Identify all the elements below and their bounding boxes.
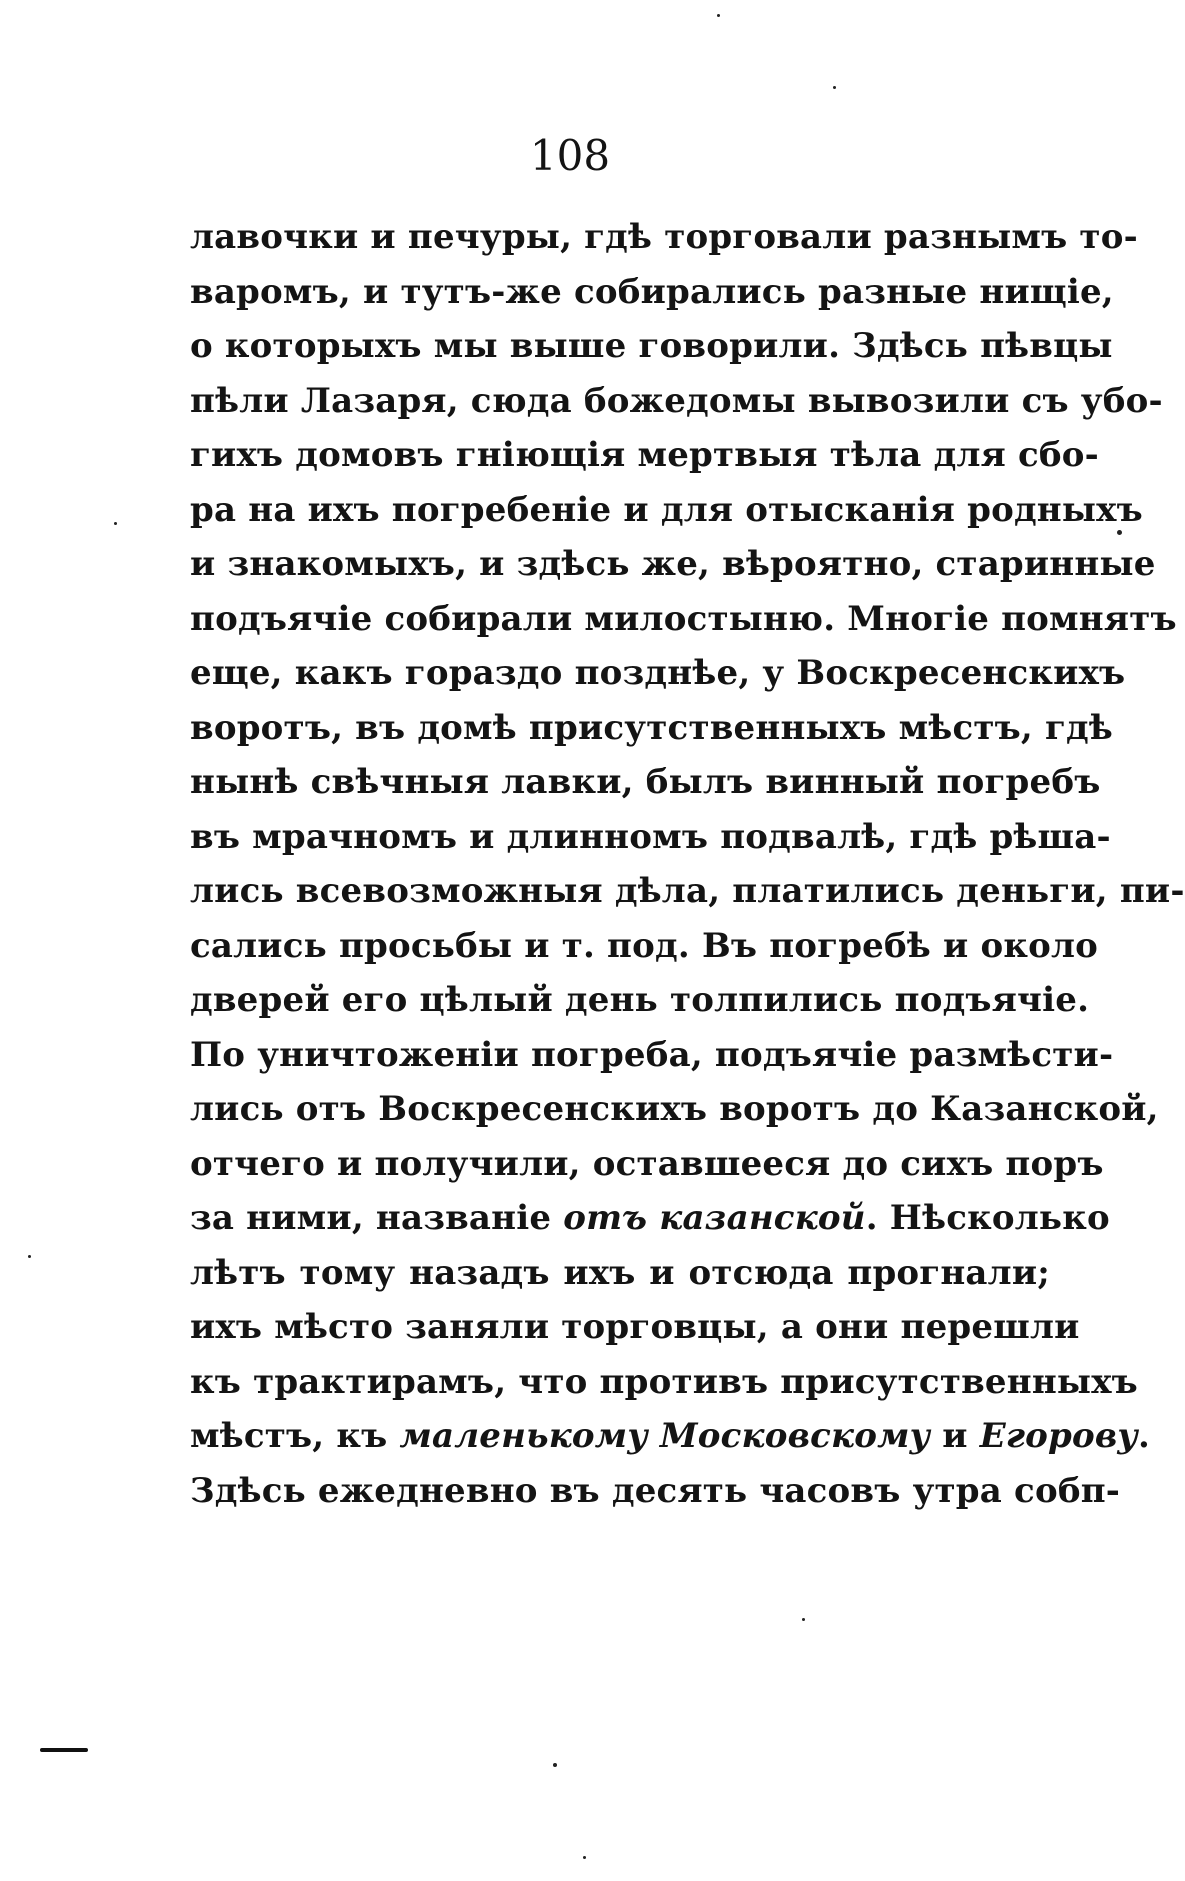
text-line [190, 1137, 1104, 1192]
text-line [190, 210, 1138, 265]
text-line [190, 919, 1099, 974]
text-segment: воротъ, въ домѣ присутственныхъ мѣстъ, гдѣ [190, 707, 1113, 748]
text-segment: ра на ихъ погребеніе и для отысканія родныхъ [190, 489, 1143, 530]
text-line [190, 810, 1111, 865]
body-text [190, 210, 1185, 1518]
text-line [190, 755, 1101, 810]
text-line [190, 646, 1126, 701]
page-number: 108 [529, 131, 611, 180]
text-segment: лись всевозможныя дѣла, платились деньги, пи- [190, 871, 1185, 911]
text-line [190, 537, 1156, 592]
scan-speck [833, 86, 836, 89]
text-segment: варомъ, и тутъ-же собирались разные нищіе, [190, 271, 1114, 312]
text-segment: отчего и получили, оставшееся до сихъ поръ [190, 1143, 1104, 1184]
text-segment: лавочки и печуры, гдѣ торговали разнымъ то- [190, 217, 1138, 257]
text-line [190, 483, 1143, 538]
text-segment: къ трактирамъ, что противъ присутственныхъ [190, 1361, 1138, 1402]
text-line [190, 374, 1163, 429]
text-line [190, 1028, 1114, 1083]
text-segment: дверей его цѣлый день толпились подъячіе. [190, 980, 1090, 1020]
text-segment: еще, какъ гораздо позднѣе, у Воскресенскихъ [190, 653, 1126, 693]
scan-speck [28, 1255, 31, 1258]
italic-segment: маленькому Московскому [399, 1416, 931, 1456]
text-segment: ихъ мѣсто заняли торговцы, а они перешли [190, 1307, 1080, 1347]
text-line [190, 592, 1177, 647]
margin-mark [40, 1748, 88, 1752]
text-segment: мѣстъ, къ [190, 1416, 400, 1456]
text-line [190, 1082, 1159, 1137]
text-segment: и [930, 1416, 980, 1456]
text-segment: въ мрачномъ и длинномъ подвалѣ, гдѣ рѣша- [190, 816, 1111, 857]
text-line [190, 864, 1185, 919]
text-segment: пѣли Лазаря, сюда божедомы вывозили съ убо- [190, 380, 1163, 421]
scan-speck [717, 14, 720, 17]
text-line [190, 1409, 1150, 1464]
italic-segment: отъ казанской [563, 1198, 866, 1238]
text-segment: о которыхъ мы выше говорили. Здѣсь пѣвцы [190, 326, 1113, 366]
italic-segment: Егорову [979, 1416, 1138, 1456]
scan-speck [802, 1618, 805, 1621]
text-segment: нынѣ свѣчныя лавки, былъ винный погребъ [190, 762, 1101, 802]
scan-speck [583, 1856, 586, 1859]
scan-speck [1117, 530, 1122, 535]
text-line [190, 1300, 1080, 1355]
text-segment: По уничтоженіи погреба, подъячіе размѣсти- [190, 1034, 1114, 1075]
text-line [190, 265, 1114, 320]
text-segment: . Нѣсколько [865, 1198, 1110, 1238]
scan-speck [114, 522, 117, 525]
text-line [190, 1191, 1110, 1246]
text-segment: подъячіе собирали милостыню. Многіе помнятъ [190, 598, 1177, 639]
text-line [190, 701, 1113, 756]
text-line [190, 1355, 1138, 1410]
text-line [190, 1246, 1050, 1301]
text-segment: лись отъ Воскресенскихъ воротъ до Казанской, [190, 1089, 1159, 1129]
text-line [190, 428, 1099, 483]
text-segment: Здѣсь ежедневно въ десять часовъ утра собп- [190, 1470, 1121, 1511]
text-line [190, 1464, 1121, 1519]
text-segment: . [1137, 1416, 1150, 1456]
text-segment: сались просьбы и т. под. Въ погребѣ и около [190, 925, 1099, 966]
text-segment: гихъ домовъ гніющія мертвыя тѣла для сбо- [190, 435, 1099, 475]
text-segment: и знакомыхъ, и здѣсь же, вѣроятно, старинные [190, 544, 1156, 584]
text-line [190, 319, 1113, 374]
text-segment: лѣтъ тому назадъ ихъ и отсюда прогнали; [190, 1252, 1050, 1293]
text-line [190, 973, 1090, 1028]
scan-speck [553, 1763, 557, 1767]
text-segment: за ними, названіе [190, 1198, 564, 1238]
